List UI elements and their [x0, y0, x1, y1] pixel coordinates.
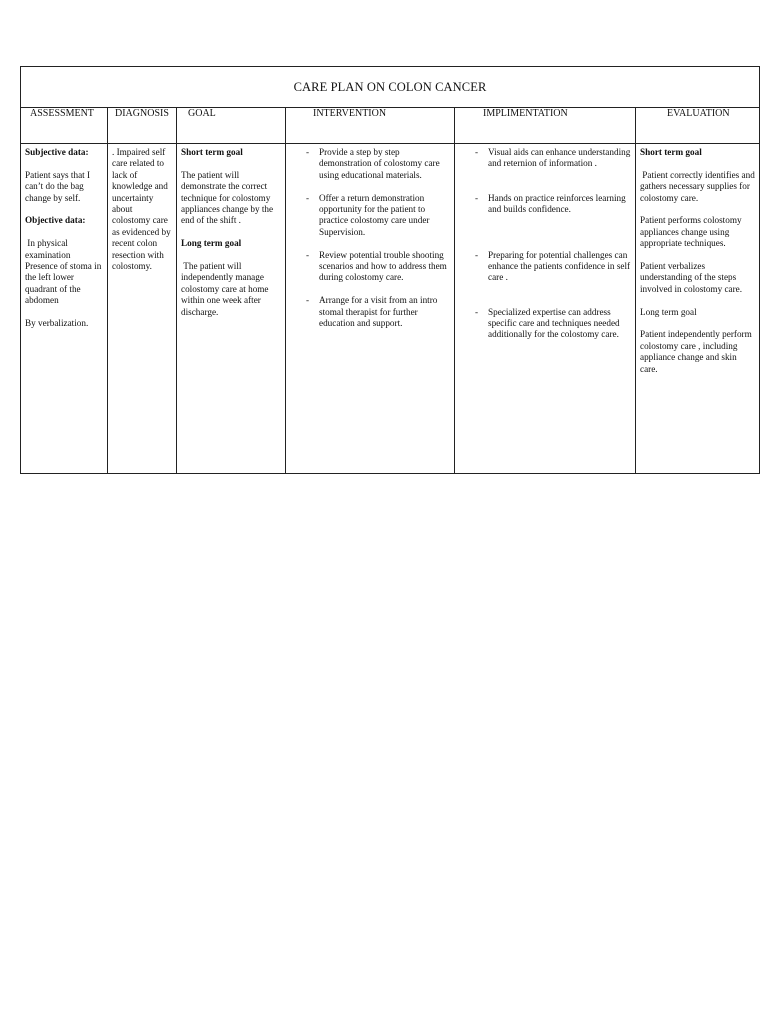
list-item: - Preparing for potential challenges can enhance the patients confidence in self care .: [475, 249, 631, 283]
care-plan-table: [20, 66, 760, 474]
diagnosis-text: . Impaired self care related to lack of knowledge and uncertainty about colostomy care as evidenced by recent colon resection with colostomy.: [112, 147, 171, 272]
subjective-data-label: Subjective data:: [25, 147, 89, 157]
content-row: [21, 144, 760, 474]
list-item: - Offer a return demonstration opportunity for the patient to practice colostomy care under Supervision.: [306, 192, 430, 237]
header-row: [21, 108, 760, 144]
header-evaluation: EVALUATION: [636, 108, 760, 144]
goal-cell: [177, 144, 286, 474]
subjective-data-text: Patient says that I can’t do the bag change by self.: [25, 169, 91, 203]
list-item: - Arrange for a visit from an intro stomal therapist for further education and support.: [306, 295, 438, 329]
title-row: [21, 67, 760, 108]
goal-short-term-label: Short term goal: [181, 147, 243, 157]
table-title: CARE PLAN ON COLON CANCER: [21, 67, 760, 108]
goal-long-term-label: Long term goal: [181, 238, 242, 249]
objective-data-text: In physical examination Presence of stoma in the left lower quadrant of the abdomen: [25, 238, 104, 306]
list-item: - Specialized expertise can address specific care and techniques needed additionally for the colostomy care.: [475, 306, 620, 340]
list-item: - Visual aids can enhance understanding and reternion of information .: [475, 147, 631, 169]
intervention-cell: [286, 144, 455, 474]
evaluation-item: Patient correctly identifies and gathers necessary supplies for colostomy care.: [640, 169, 758, 203]
evaluation-long-term-label: Long term goal: [640, 306, 697, 317]
header-assessment: ASSESSMENT: [21, 108, 108, 144]
header-implementation: IMPLIMENTATION: [455, 108, 636, 144]
list-item: - Review potential trouble shooting scenarios and how to address them during colostomy care.: [306, 249, 447, 283]
header-goal: GOAL: [177, 108, 286, 144]
verbalization-text: By verbalization.: [25, 318, 89, 329]
implementation-cell: [455, 144, 636, 474]
header-intervention: INTERVENTION: [286, 108, 455, 144]
diagnosis-cell: [108, 144, 177, 474]
evaluation-cell: [636, 144, 760, 474]
implementation-list: [455, 147, 635, 341]
intervention-list: [286, 147, 454, 329]
evaluation-item: Patient verbalizes understanding of the steps involved in colostomy care.: [640, 261, 743, 294]
evaluation-item: Patient performs colostomy appliances change using appropriate techniques.: [640, 215, 742, 249]
list-item: - Hands on practice reinforces learning and builds confidence.: [475, 192, 626, 215]
goal-short-term-text: The patient will demonstrate the correct technique for colostomy appliances change by the end of the shift .: [181, 169, 274, 226]
evaluation-short-term-label: Short term goal: [640, 147, 702, 157]
goal-long-term-text: The patient will independently manage colostomy care at home within one week after discharge.: [181, 261, 271, 317]
assessment-cell: [21, 144, 108, 474]
objective-data-label: Objective data:: [25, 215, 86, 226]
list-item: - Provide a step by step demonstration of colostomy care using educational materials.: [306, 147, 440, 180]
evaluation-long-term-text: Patient independently perform colostomy care , including appliance change and skin care.: [640, 329, 752, 374]
header-diagnosis: DIAGNOSIS: [108, 108, 177, 144]
